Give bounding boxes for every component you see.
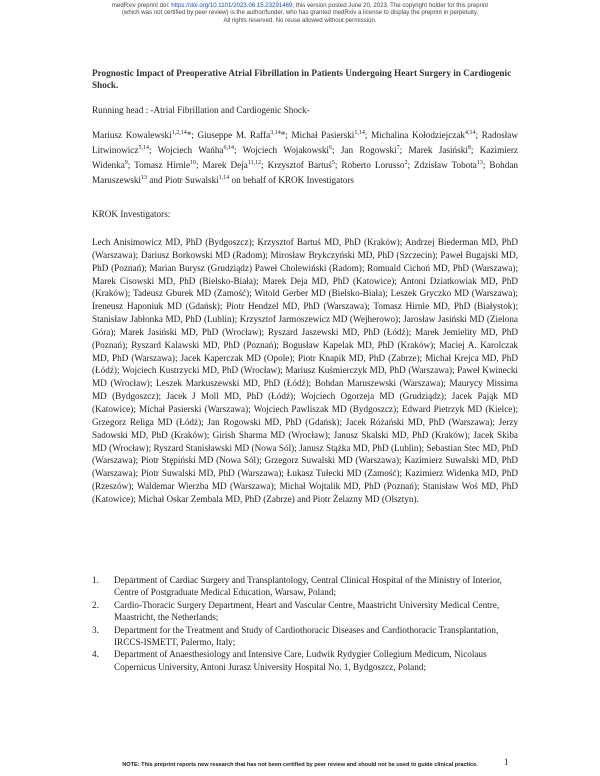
affiliation-item	[92, 599, 518, 624]
preprint-header	[0, 2, 600, 24]
paper-title: Prognostic Impact of Preoperative Atrial Fibrillation in Patients Undergoing Heart Surgery in Cardiogenic Shock.	[92, 68, 512, 90]
affiliation-item	[92, 574, 518, 599]
affiliation-text: Department of Cardiac Surgery and Transplantology, Central Clinical Hospital of the Ministry of Interior, Centre of Postgraduate Medical Education, Warsaw, Poland;	[114, 575, 502, 598]
affiliation-text: Cardio-Thoracic Surgery Department, Heart and Vascular Centre, Maastricht University Medical Centre, Maastricht, the Netherlands;	[114, 599, 500, 623]
investigators-list: Lech Anisimowicz MD, PhD (Bydgoszcz); Krzysztof Bartuś MD, PhD (Kraków); Andrzej Biederman MD, PhD (Warszawa); Dariusz Borkowski MD (Radom); Mirosław Brykczyński MD, PhD (Szczecin); Paweł Bugajski MD, PhD (Poznań); Marian Burysz (Grudziądz) Paweł Cholewiński (Radom); Romuald Cichoń MD, PhD (Warszawa); Marek Cisowski MD, PhD (Bielsko-Biała); Marek Deja MD, PhD (Katowice); Antoni Dziatkowiak MD, PhD (Kraków); Tadeusz Gburek MD (Zamość); Witold Gerber MD (Bielsko-Biała); Leszek Gryczko MD (Warszawa); Ireneusz Haponiuk MD (Gdańsk); Piotr Hendzel MD, PhD (Warszawa); Tomasz Hirnle MD, PhD (Białystok); Stanisław Jabłonka MD, PhD (Lublin); Krzysztof Jarmoszewicz MD (Wejherowo); Jarosław Jasiński MD (Zielona Góra); Marek Jasiński MD, PhD (Wrocław); Ryszard Jaszewski MD, PhD (Łódź); Marek Jemielity MD, PhD (Poznań); Ryszard Kalawski MD, PhD (Poznań); Bogusław Kapelak MD, PhD (Kraków); Maciej A. Karolczak MD, PhD (Warszawa); Jacek Kaperczak MD (Opole); Piotr Knapik MD, PhD (Zabrze); Michał Krejca MD, PhD (Łódź); Wojciech Kustrzycki MD, PhD (Wrocław); Mariusz Kuśmierczyk MD, PhD (Warszawa); Paweł Kwinecki MD (Wrocław); Leszek Markuszewski MD, PhD (Łódź); Bohdan Maruszewski (Warszawa); Maurycy Missima MD (Bydgoszcz); Jacek J Moll MD, PhD (Łódź); Wojciech Ogorzeja MD (Grudziądz); Jacek Pająk MD (Katowice); Michał Pasierski (Warszawa); Wojciech Pawliszak MD (Bydgoszcz); Edward Pietrzyk MD (Kielce); Grzegorz Religa MD (Łódź); Jan Rogowski MD, PhD (Gdańsk); Jacek Różański MD, PhD (Warszawa); Jerzy Sadowski MD, PhD (Kraków); Girish Sharma MD (Wrocław); Janusz Skalski MD, PhD (Kraków); Jacek Skiba MD (Wrocław); Ryszard Stanisławski MD (Nowa Sól); Janusz Stążka MD, PhD (Lublin); Sebastian Stec MD, PhD (Warszawa); Piotr Stępiński MD (Nowa Sól); Grzegorz Suwalski MD (Warszawa); Kazimierz Suwalski MD, PhD (Warszawa); Piotr Suwalski MD, PhD (Warszawa); Łukasz Tułecki MD (Zamość); Kazimierz Widenka MD, PhD (Rzeszów); Waldemar Wierzba MD (Warszawa); Michał Wojtalik MD, PhD (Poznań); Stanisław Woś MD, PhD (Katowice); Michał Oskar Zembala MD, PhD (Zabrze) and Piotr Żelazny MD (Olsztyn).	[92, 237, 518, 504]
peer-review-notice: NOTE: This preprint reports new research that has not been certified by peer review and should not be used to guide clinical practice.	[122, 762, 478, 768]
affiliation-number: 1.	[92, 575, 99, 585]
header-line-1	[0, 2, 600, 9]
header-doi-prefix: medRxiv preprint doi:	[111, 2, 172, 9]
author-list: Mariusz Kowalewski$^{1,2,14}$*; Giuseppe M. Raffa$^{3,14}$*; Michał Pasierski$^{1,14}$; Michalina Kołodziejczak$^{4,14}$; Radosław Litwinowicz$^{5,14}$; Wojciech Wańha$^{6,14}$; Wojciech Wojakowski$^6$; Jan Rogowski$^7$; Marek Jasiński$^8$; Kazimierz Widenka$^9$; Tomasz Hirnle$^{10}$; Marek Deja$^{11,12}$; Krzysztof Bartuś$^5$; Roberto Lorusso$^2$; Zdzisław Tobota$^{13}$; Bohdan Maruszewski$^{13}$ and Piotr Suwalski$^{1,14}$ on behalf of KROK Investigators	[92, 130, 518, 185]
affiliation-text: Department for the Treatment and Study of Cardiothoracic Diseases and Cardiothoracic Transplantation, IRCCS-ISMETT, Palermo, Italy;	[114, 624, 499, 648]
doi-link[interactable]: https://doi.org/10.1101/2023.06.15.23291469	[171, 2, 293, 9]
header-line-3: All rights reserved. No reuse allowed without permission.	[223, 16, 377, 24]
page-number: 1	[504, 757, 509, 767]
affiliation-item	[92, 648, 518, 673]
affiliation-item	[92, 624, 518, 649]
affiliations-list	[92, 574, 518, 673]
affiliation-text: Department of Anaesthesiology and Intensive Care, Ludwik Rydygier Collegium Medicum, Nicolaus Copernicus University, Antoni Jurasz University Hospital No. 1, Bydgoszcz, Poland;	[114, 649, 487, 672]
header-line-2: (which was not certified by peer review) is the author/funder, who has granted medRxiv a license to display the preprint in perpetuity.	[121, 9, 479, 17]
header-doi-suffix: ; this version posted June 20, 2023. The copyright holder for this preprint	[292, 2, 489, 9]
krok-investigators-label: KROK Investigators:	[92, 209, 171, 219]
running-head: Running head : -Atrial Fibrillation and Cardiogenic Shock-	[92, 105, 310, 115]
affiliation-number: 4.	[92, 649, 99, 660]
affiliation-number: 2.	[92, 599, 99, 610]
affiliation-number: 3.	[92, 624, 99, 635]
